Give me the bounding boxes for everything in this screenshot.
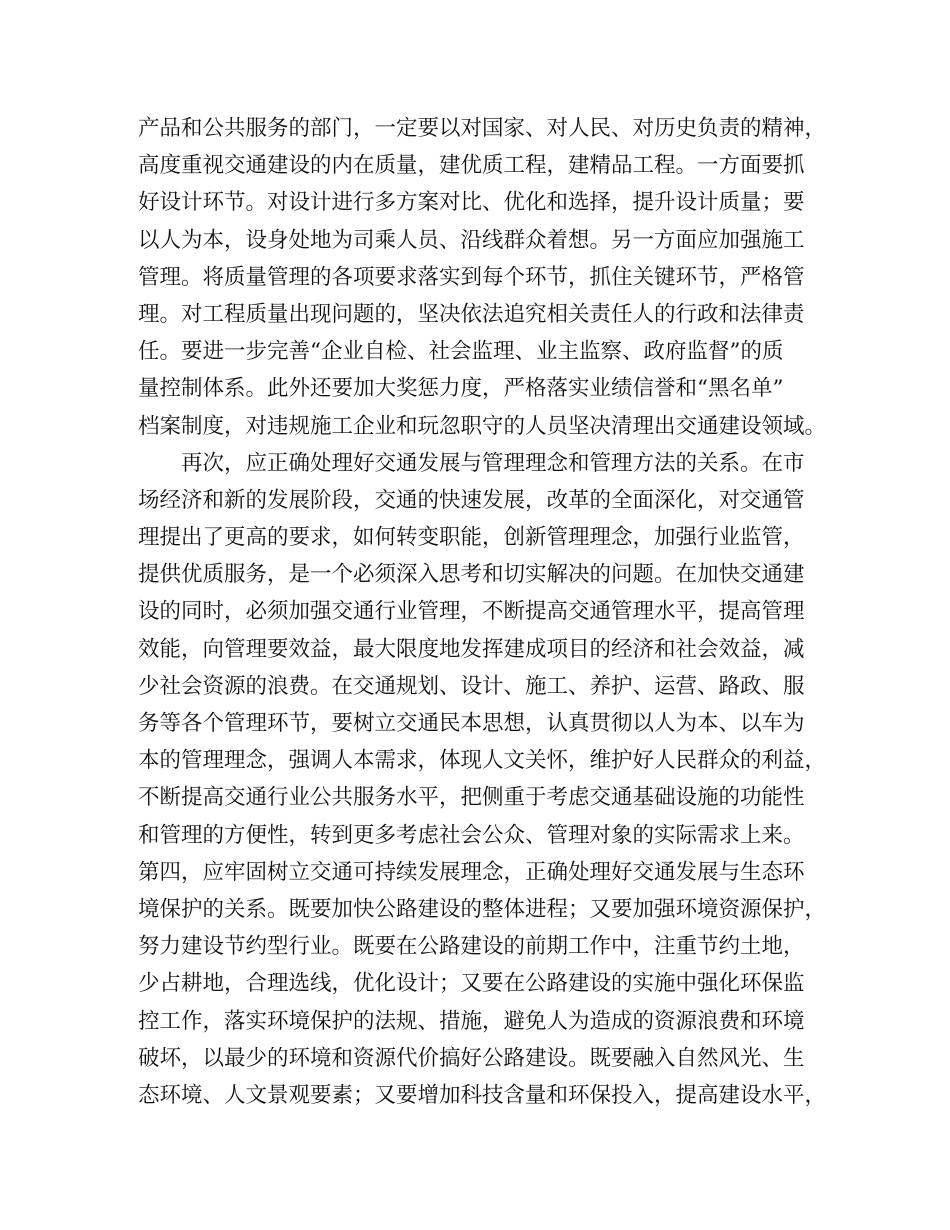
- text-line-5: 管理。将质量管理的各项要求落实到每个环节，抓住关键环节，严格管: [138, 264, 805, 290]
- text-line-15: 效能，向管理要效益，最大限度地发挥建成项目的经济和社会效益，减: [138, 636, 805, 662]
- text-line-26: 破坏，以最少的环境和资源代价搞好公路建设。既要融入自然风光、生: [138, 1045, 805, 1071]
- text-line-2: 高度重视交通建设的内在质量，建优质工程，建精品工程。一方面要抓: [138, 153, 805, 179]
- text-line-24: 少占耕地，合理选线，优化设计；又要在公路建设的实施中强化环保监: [138, 971, 805, 997]
- text-line-10: 再次，应正确处理好交通发展与管理理念和管理方法的关系。在市: [181, 450, 805, 476]
- text-line-8: 量控制体系。此外还要加大奖惩力度，严格落实业绩信誉和“黑名单”: [138, 376, 784, 402]
- text-line-21: 第四，应牢固树立交通可持续发展理念，正确处理好交通发展与生态环: [138, 859, 805, 885]
- text-line-13: 提供优质服务，是一个必须深入思考和切实解决的问题。在加快交通建: [138, 562, 805, 588]
- text-line-7: 任。要进一步完善“企业自检、社会监理、业主监察、政府监督”的质: [138, 339, 784, 365]
- text-line-18: 本的管理理念，强调人本需求，体现人文关怀，维护好人民群众的利益，: [138, 748, 827, 774]
- text-line-9: 档案制度，对违规施工企业和玩忽职守的人员坚决清理出交通建设领域。: [138, 413, 827, 439]
- text-line-12: 理提出了更高的要求，如何转变职能，创新管理理念，加强行业监管，: [138, 525, 805, 551]
- text-line-27: 态环境、人文景观要素；又要增加科技含量和环保投入，提高建设水平，: [138, 1082, 827, 1108]
- text-line-14: 设的同时，必须加强交通行业管理，不断提高交通管理水平，提高管理: [138, 599, 805, 625]
- text-line-23: 努力建设节约型行业。既要在公路建设的前期工作中，注重节约土地，: [138, 934, 805, 960]
- text-line-17: 务等各个管理环节，要树立交通民本思想，认真贯彻以人为本、以车为: [138, 711, 805, 736]
- text-line-11: 场经济和新的发展阶段，交通的快速发展，改革的全面深化，对交通管: [138, 487, 805, 513]
- text-line-19: 不断提高交通行业公共服务水平，把侧重于考虑交通基础设施的功能性: [138, 785, 805, 811]
- text-line-3: 好设计环节。对设计进行多方案对比、优化和选择，提升设计质量；要: [138, 190, 805, 216]
- text-line-20: 和管理的方便性，转到更多考虑社会公众、管理对象的实际需求上来。: [138, 822, 805, 848]
- body-text: [138, 110, 838, 1114]
- text-line-6: 理。对工程质量出现问题的，坚决依法追究相关责任人的行政和法律责: [138, 301, 805, 327]
- text-line-4: 以人为本，设身处地为司乘人员、沿线群众着想。另一方面应加强施工: [138, 227, 805, 253]
- text-line-1: 产品和公共服务的部门，一定要以对国家、对人民、对历史负责的精神，: [138, 116, 827, 141]
- text-line-16: 少社会资源的浪费。在交通规划、设计、施工、养护、运营、路政、服: [138, 673, 805, 699]
- text-line-22: 境保护的关系。既要加快公路建设的整体进程；又要加强环境资源保护，: [138, 896, 827, 922]
- text-line-25: 控工作，落实环境保护的法规、措施，避免人为造成的资源浪费和环境: [138, 1008, 805, 1034]
